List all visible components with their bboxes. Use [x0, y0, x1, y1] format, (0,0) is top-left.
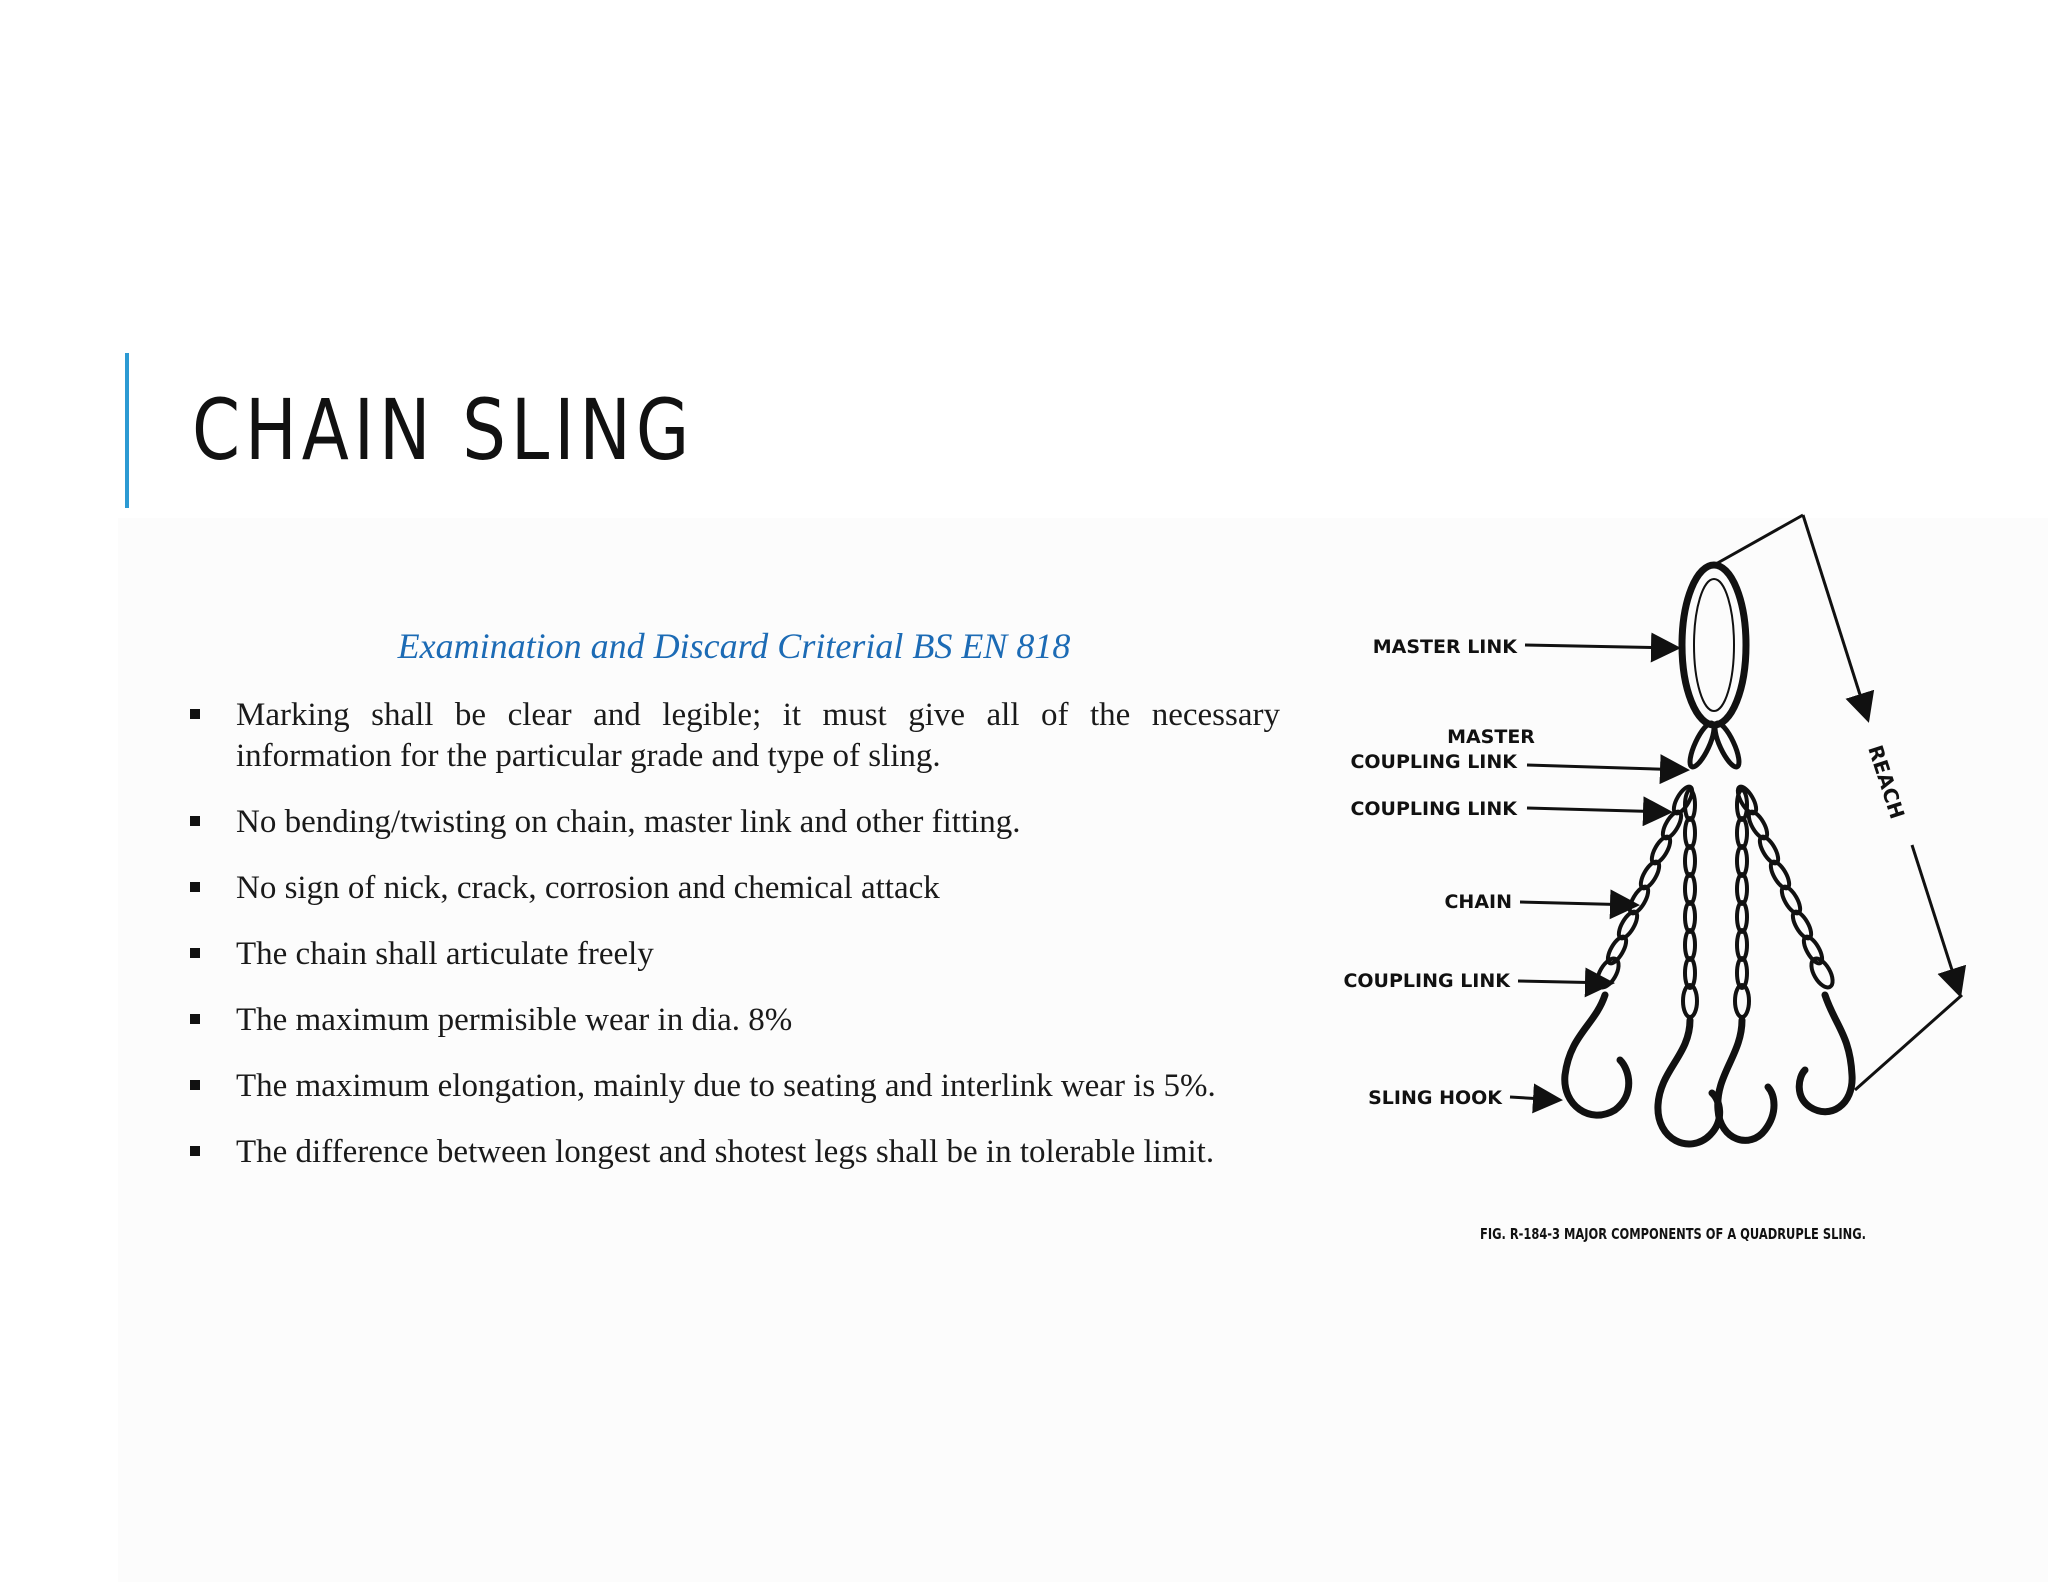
slide-title: CHAIN SLING: [192, 381, 695, 479]
square-bullet-icon: [190, 816, 200, 826]
sling-hook-label: SLING HOOK: [1368, 1087, 1502, 1109]
callout-arrows: [1510, 645, 1687, 1100]
list-item: [186, 1132, 1280, 1173]
chain-leg-4: [1734, 784, 1837, 991]
reach-label: REACH: [1863, 742, 1910, 822]
master-link-shape: [1682, 565, 1746, 725]
title-accent-bar: [125, 353, 129, 508]
sling-hooks: [1565, 995, 1852, 1144]
list-item-text: No sign of nick, crack, corrosion and chemical attack: [236, 870, 940, 906]
list-item-text: The maximum elongation, mainly due to seating and interlink wear is 5%.: [236, 1068, 1216, 1104]
reach-arrow-bottom: [1912, 845, 1960, 995]
list-item-text: The difference between longest and shotest legs shall be in tolerable limit.: [236, 1134, 1215, 1170]
square-bullet-icon: [190, 882, 200, 892]
chain-label: CHAIN: [1444, 891, 1512, 913]
sling-hook-2: [1658, 1020, 1720, 1144]
list-item: [186, 1066, 1280, 1107]
list-item: [186, 1000, 1280, 1041]
list-item: [186, 934, 1280, 975]
list-item: [186, 868, 1280, 909]
master-coupling-link-right: [1711, 720, 1744, 769]
sling-hook-3: [1718, 1020, 1774, 1140]
list-item-text: The chain shall articulate freely: [236, 936, 654, 972]
figure-caption: FIG. R-184-3 MAJOR COMPONENTS OF A QUADRUPLE SLING.: [1480, 1225, 1866, 1243]
square-bullet-icon: [190, 1080, 200, 1090]
square-bullet-icon: [190, 948, 200, 958]
master-coupling-link-label-line2: COUPLING LINK: [1350, 751, 1517, 773]
master-link-label: MASTER LINK: [1372, 636, 1517, 658]
square-bullet-icon: [190, 709, 200, 719]
list-item-text: The maximum permisible wear in dia. 8%: [236, 1002, 793, 1038]
quadruple-sling-figure: [1343, 515, 1990, 1275]
chain-leg-1: [1593, 784, 1696, 991]
sling-hook-4: [1799, 995, 1852, 1112]
list-item: [186, 695, 1280, 777]
coupling-link-lower-label: COUPLING LINK: [1343, 970, 1510, 992]
list-item-text: Marking shall be clear and legible; it must give all of the necessary information for the particular grade and type of sling.: [236, 697, 1280, 774]
reach-dimension: [1714, 515, 1962, 1090]
chain-leg-2: [1683, 790, 1697, 1017]
square-bullet-icon: [190, 1014, 200, 1024]
subtitle: Examination and Discard Criterial BS EN 818: [397, 626, 1071, 666]
master-coupling-link-label-line1: MASTER: [1447, 726, 1535, 748]
criteria-list: [186, 695, 1280, 1198]
reach-arrow-top: [1803, 515, 1868, 720]
quadruple-sling-diagram: [1343, 515, 1990, 1275]
chain-legs: [1593, 784, 1837, 1017]
master-link-inner: [1694, 579, 1734, 711]
square-bullet-icon: [190, 1146, 200, 1156]
list-item-text: No bending/twisting on chain, master link and other fitting.: [236, 804, 1021, 840]
chain-leg-3: [1735, 790, 1749, 1017]
sling-hook-1: [1565, 995, 1629, 1115]
list-item: [186, 802, 1280, 843]
coupling-link-upper-label: COUPLING LINK: [1350, 798, 1517, 820]
